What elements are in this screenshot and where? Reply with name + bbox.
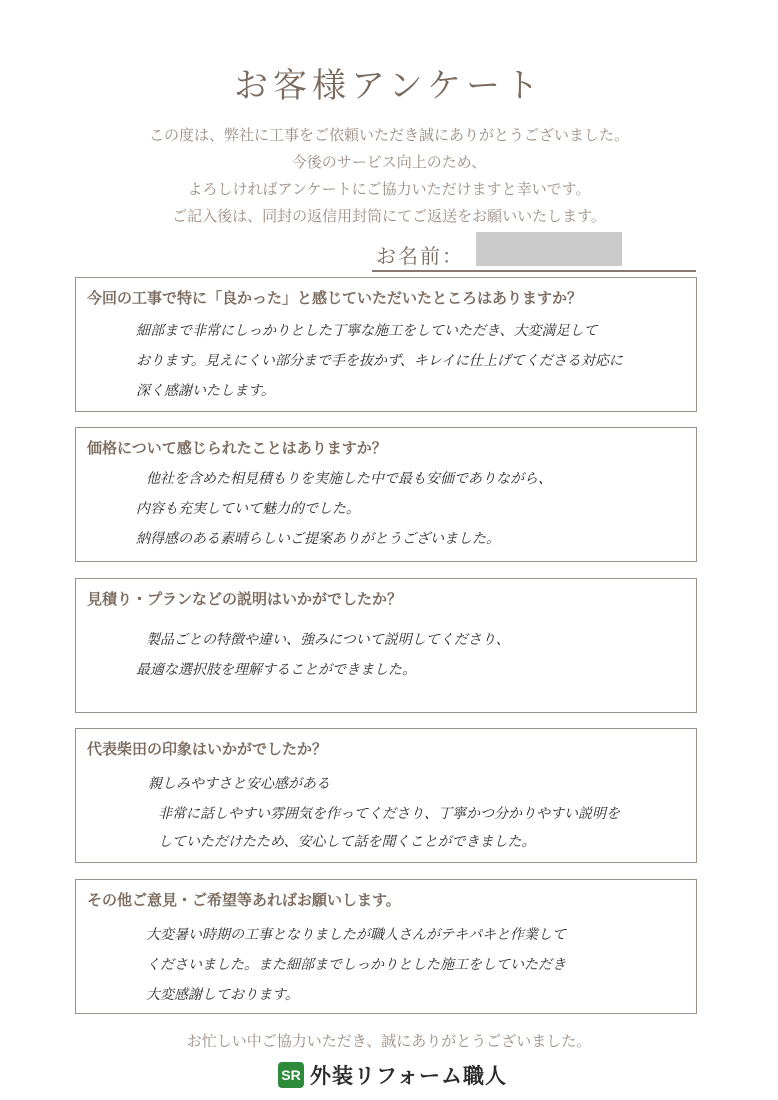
answer-line: していただけたため、安心して話を聞くことができました。	[158, 834, 536, 850]
question-box-good-points	[75, 277, 697, 412]
question-label: 今回の工事で特に「良かった」と感じていただいたところはありますか？	[87, 289, 583, 307]
answer-line: 他社を含めた相見積もりを実施した中で最も安価でありながら、	[146, 471, 552, 487]
answer-line: 納得感のある素晴らしいご提案ありがとうございました。	[136, 531, 500, 547]
question-box-other-comments	[75, 879, 697, 1014]
intro-line: ご記入後は、同封の返信用封筒にてご返送をお願いいたします。	[172, 207, 606, 225]
question-box-price	[75, 427, 697, 562]
answer-line: 非常に話しやすい雰囲気を作ってくださり、丁寧かつ分かりやすい説明を	[158, 806, 620, 822]
name-redaction	[476, 232, 622, 266]
brand-mark-icon: SR	[278, 1062, 304, 1088]
question-box-explanation	[75, 578, 697, 713]
question-label: その他ご意見・ご希望等あればお願いします。	[87, 891, 401, 909]
intro-text	[0, 122, 778, 230]
question-label: 価格について感じられたことはありますか？	[87, 439, 387, 457]
question-label: 代表柴田の印象はいかがでしたか？	[87, 740, 328, 758]
question-label: 見積り・プランなどの説明はいかがでしたか？	[87, 590, 403, 608]
answer-line: 細部まで非常にしっかりとした丁寧な施工をしていただき、大変満足して	[136, 323, 598, 339]
answer-line: 親しみやすさと安心感がある	[148, 776, 330, 792]
intro-line: 今後のサービス向上のため、	[291, 153, 487, 171]
intro-line: よろしければアンケートにご協力いただけますと幸いです。	[187, 180, 591, 198]
answer-line: おります。見えにくい部分まで手を抜かず、キレイに仕上げてくださる対応に	[136, 353, 623, 369]
answer-line: くださいました。また細部までしっかりとした施工をしていただき	[146, 957, 566, 973]
question-box-impression	[75, 728, 697, 863]
answer-line: 大変感謝しております。	[146, 987, 299, 1003]
brand-name: 外装リフォーム職人	[310, 1063, 507, 1088]
name-field[interactable]	[372, 232, 696, 272]
survey-title: お客様アンケート	[234, 66, 544, 106]
brand-logo	[278, 1060, 507, 1090]
answer-line: 大変暑い時期の工事となりましたが職人さんがテキパキと作業して	[146, 927, 566, 943]
answer-line: 最適な選択肢を理解することができました。	[136, 662, 416, 678]
answer-line: 内容も充実していて魅力的でした。	[136, 501, 360, 517]
intro-line: この度は、弊社に工事をご依頼いただき誠にありがとうございました。	[148, 126, 629, 144]
answer-line: 深く感謝いたします。	[136, 383, 275, 399]
name-label: お名前：	[376, 244, 464, 268]
answer-line: 製品ごとの特徴や違い、強みについて説明してくださり、	[146, 632, 510, 648]
footer-thanks: お忙しい中ご協力いただき、誠にありがとうございました。	[186, 1032, 592, 1050]
